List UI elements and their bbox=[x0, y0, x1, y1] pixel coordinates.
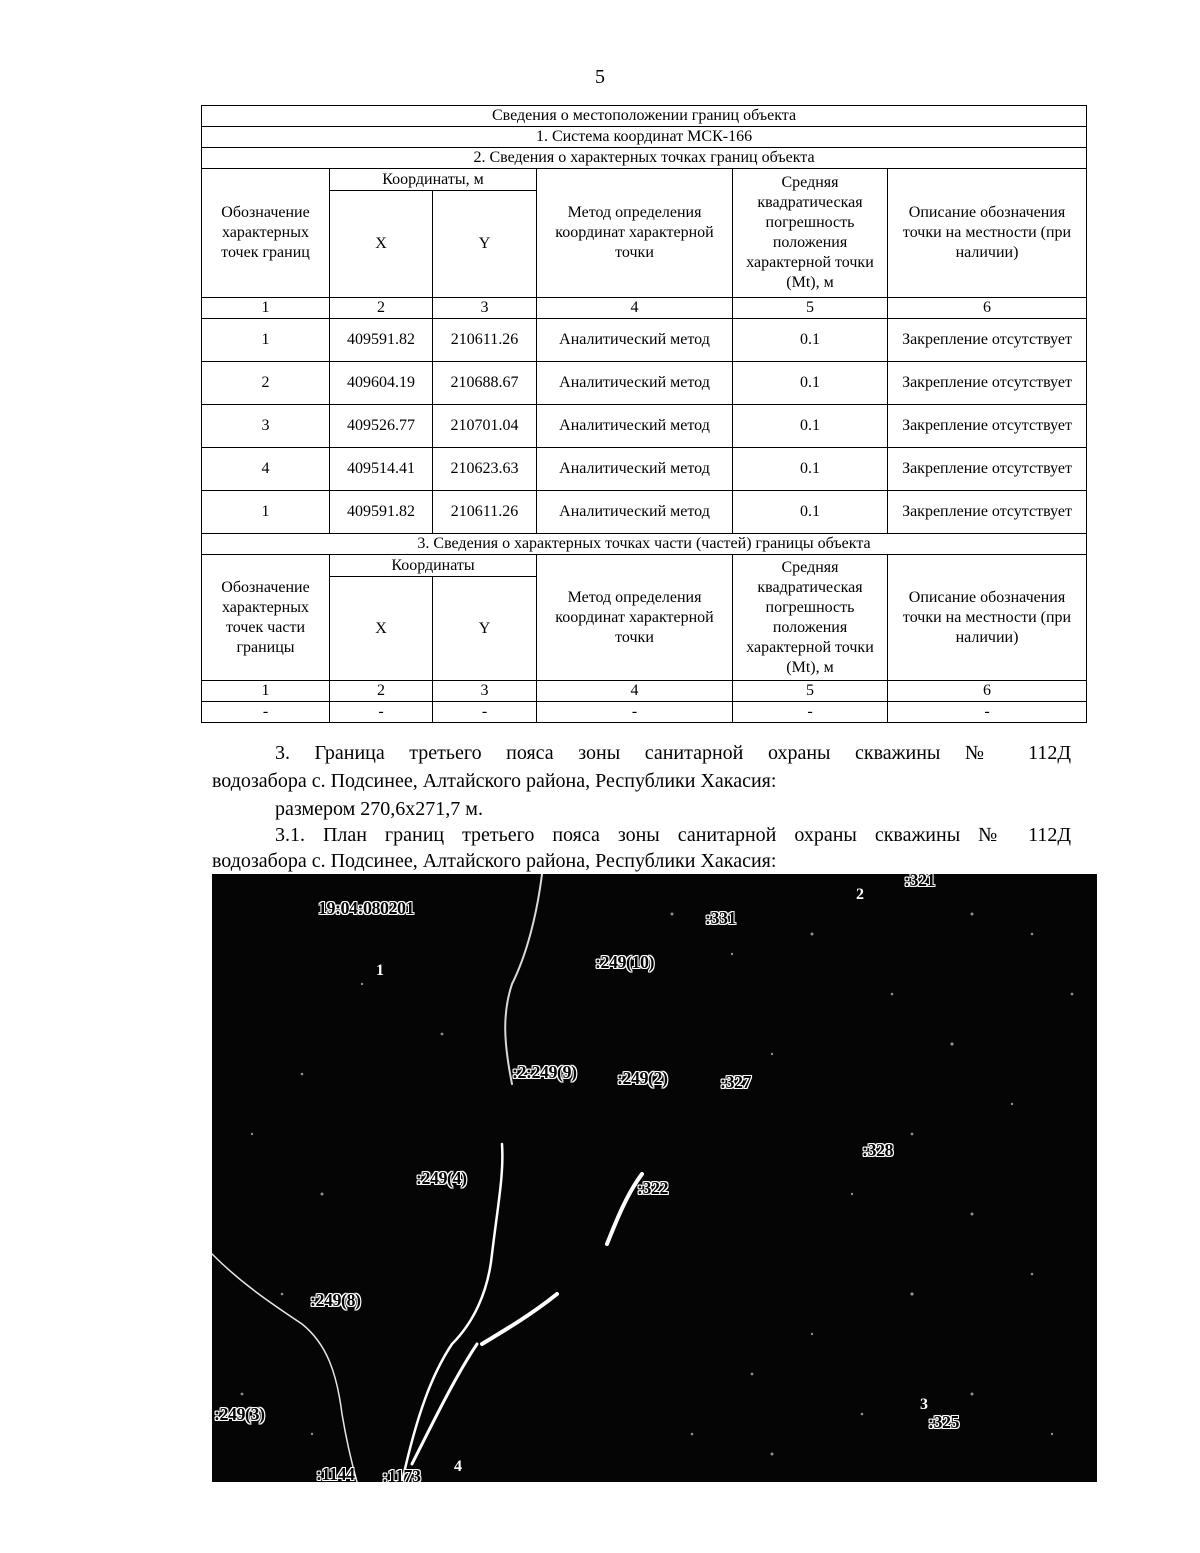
header-y-part: Y bbox=[433, 577, 537, 681]
table-row bbox=[202, 491, 1087, 534]
table-row bbox=[202, 448, 1087, 491]
cell-empty: - bbox=[537, 702, 733, 723]
boundary-point-4: 4 bbox=[454, 1458, 462, 1475]
header-description: Описание обозначения точки на местности (при наличии) bbox=[888, 169, 1087, 298]
map-label-parcel: :325 bbox=[928, 1412, 959, 1432]
paragraph-line: водозабора с. Подсинее, Алтайского района, Республики Хакасия: bbox=[212, 850, 777, 872]
table-row bbox=[202, 702, 1087, 723]
cell-point: 1 bbox=[202, 491, 330, 534]
header-y: Y bbox=[433, 191, 537, 298]
boundary-plan-map bbox=[212, 874, 1097, 1482]
header-coordinates: Координаты, м bbox=[330, 169, 537, 191]
cell-mt: 0.1 bbox=[733, 405, 888, 448]
cell-x: 409514.41 bbox=[330, 448, 433, 491]
header-designation-part: Обозначение характерных точек части границы bbox=[202, 555, 330, 681]
cell-method: Аналитический метод bbox=[537, 362, 733, 405]
map-label-parcel: :322 bbox=[637, 1178, 668, 1198]
cell-method: Аналитический метод bbox=[537, 405, 733, 448]
cell-method: Аналитический метод bbox=[537, 491, 733, 534]
page-number: 5 bbox=[595, 66, 605, 88]
map-label-parcel: :321 bbox=[904, 874, 935, 890]
cell-y: 210611.26 bbox=[433, 319, 537, 362]
col-number: 6 bbox=[888, 298, 1087, 319]
boundary-point-3: 3 bbox=[920, 1396, 928, 1413]
map-label-parcel: :249(2) bbox=[617, 1068, 668, 1088]
col-number: 2 bbox=[330, 681, 433, 702]
col-number: 5 bbox=[733, 298, 888, 319]
header-method-part: Метод определения координат характерной точки bbox=[537, 555, 733, 681]
boundary-point-1: 1 bbox=[376, 962, 384, 979]
map-label-parcel: :249(4) bbox=[416, 1168, 467, 1188]
col-number: 4 bbox=[537, 298, 733, 319]
map-label-parcel: :249(3) bbox=[214, 1404, 265, 1424]
cell-empty: - bbox=[733, 702, 888, 723]
cell-x: 409591.82 bbox=[330, 491, 433, 534]
col-number: 3 bbox=[433, 298, 537, 319]
map-label-parcel: :1144 bbox=[316, 1464, 355, 1482]
cell-desc: Закрепление отсутствует bbox=[888, 319, 1087, 362]
map-label-parcel: :328 bbox=[862, 1140, 893, 1160]
header-method: Метод определения координат характерной точки bbox=[537, 169, 733, 298]
map-label-parcel: :327 bbox=[720, 1072, 751, 1092]
cell-empty: - bbox=[202, 702, 330, 723]
cell-method: Аналитический метод bbox=[537, 319, 733, 362]
header-x: X bbox=[330, 191, 433, 298]
paragraph-line: 3.1. План границ третьего пояса зоны санитарной охраны скважины № 112Д bbox=[275, 824, 1071, 846]
cell-mt: 0.1 bbox=[733, 448, 888, 491]
col-number: 6 bbox=[888, 681, 1087, 702]
cell-x: 409591.82 bbox=[330, 319, 433, 362]
col-number: 4 bbox=[537, 681, 733, 702]
header-coordinates-part: Координаты bbox=[330, 555, 537, 577]
map-label-quarter: 19:04:080201 bbox=[318, 898, 414, 918]
cell-desc: Закрепление отсутствует bbox=[888, 362, 1087, 405]
table-row bbox=[202, 319, 1087, 362]
table-row bbox=[202, 362, 1087, 405]
cell-point: 2 bbox=[202, 362, 330, 405]
cell-point: 4 bbox=[202, 448, 330, 491]
header-error: Средняя квадратическая погрешность положения характерной точки (Mt), м bbox=[733, 169, 888, 298]
cell-desc: Закрепление отсутствует bbox=[888, 405, 1087, 448]
map-label-parcel: :2:249(9) bbox=[512, 1062, 577, 1082]
map-label-parcel: :1173 bbox=[382, 1466, 421, 1482]
table-row bbox=[202, 405, 1087, 448]
header-description-part: Описание обозначения точки на местности (при наличии) bbox=[888, 555, 1087, 681]
cell-y: 210623.63 bbox=[433, 448, 537, 491]
map-label-parcel: :331 bbox=[705, 908, 736, 928]
cell-empty: - bbox=[433, 702, 537, 723]
section-boundary-points: 2. Сведения о характерных точках границ объекта bbox=[202, 148, 1087, 169]
section-coordinate-system: 1. Система координат МСК-166 bbox=[202, 127, 1087, 148]
col-number: 1 bbox=[202, 681, 330, 702]
cell-point: 1 bbox=[202, 319, 330, 362]
col-number: 5 bbox=[733, 681, 888, 702]
cell-y: 210688.67 bbox=[433, 362, 537, 405]
header-designation: Обозначение характерных точек границ bbox=[202, 169, 330, 298]
section-part-points: 3. Сведения о характерных точках части (частей) границы объекта bbox=[202, 534, 1087, 555]
cell-method: Аналитический метод bbox=[537, 448, 733, 491]
paragraph-line: 3. Граница третьего пояса зоны санитарной охраны скважины № 112Д bbox=[275, 742, 1071, 764]
paragraph-size: размером 270,6x271,7 м. bbox=[275, 798, 483, 820]
cell-mt: 0.1 bbox=[733, 362, 888, 405]
cell-y: 210701.04 bbox=[433, 405, 537, 448]
header-error-part: Средняя квадратическая погрешность положения характерной точки (Mt), м bbox=[733, 555, 888, 681]
paragraph-line: водозабора с. Подсинее, Алтайского района, Республики Хакасия: bbox=[212, 770, 777, 792]
cell-empty: - bbox=[330, 702, 433, 723]
cell-mt: 0.1 bbox=[733, 319, 888, 362]
header-x-part: X bbox=[330, 577, 433, 681]
cell-x: 409604.19 bbox=[330, 362, 433, 405]
boundary-coordinates-table bbox=[201, 105, 1087, 723]
cell-desc: Закрепление отсутствует bbox=[888, 491, 1087, 534]
map-label-parcel: :249(8) bbox=[310, 1290, 361, 1310]
cell-x: 409526.77 bbox=[330, 405, 433, 448]
col-number: 2 bbox=[330, 298, 433, 319]
cell-desc: Закрепление отсутствует bbox=[888, 448, 1087, 491]
cell-empty: - bbox=[888, 702, 1087, 723]
cell-point: 3 bbox=[202, 405, 330, 448]
map-label-parcel: :249(10) bbox=[595, 952, 654, 972]
boundary-point-2: 2 bbox=[856, 886, 864, 903]
col-number: 1 bbox=[202, 298, 330, 319]
cell-mt: 0.1 bbox=[733, 491, 888, 534]
table-title: Сведения о местоположении границ объекта bbox=[202, 106, 1087, 127]
cell-y: 210611.26 bbox=[433, 491, 537, 534]
col-number: 3 bbox=[433, 681, 537, 702]
